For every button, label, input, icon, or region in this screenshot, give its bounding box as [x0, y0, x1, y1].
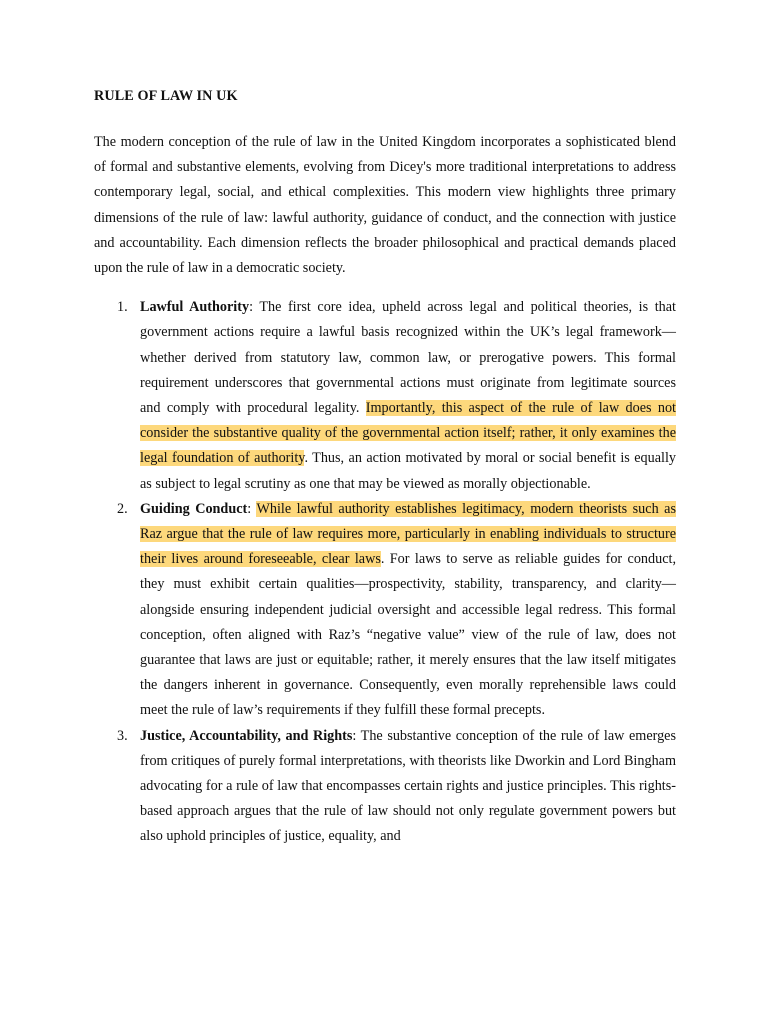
list-item-heading: Lawful Authority: [140, 299, 250, 316]
list-item-number: 2.: [117, 500, 128, 517]
list-item-justice-accountability: [94, 724, 676, 850]
list-item-number: 3.: [117, 727, 128, 744]
list-item-text: : The substantive conception of the rule of law emerges from critiques of purely formal interpretations, with theorists like Dworkin and Lord Bingham advocating for a rule of law that encompasses certain rights and justice principles. This rights-based approach argues that the rule of law should not only regulate government powers but also uphold principles of justice, equality, and: [140, 727, 676, 845]
dimensions-list: [94, 295, 676, 849]
list-item-guiding-conduct: [94, 497, 676, 724]
list-item-heading: Justice, Accountability, and Rights: [140, 727, 353, 744]
list-item-number: 1.: [117, 299, 128, 316]
document-page: [94, 86, 676, 850]
list-item-text: . For laws to serve as reliable guides for conduct, they must exhibit certain qualities—prospectivity, stability, transparency, and clarity—alongside ensuring independent judicial oversight and accessible legal redress. This formal conception, often aligned with Raz’s “negative value” view of the rule of law, does not guarantee that laws are just or equitable; rather, it merely ensures that the law itself mitigates the dangers inherent in governance. Consequently, even morally reprehensible laws could meet the rule of law’s requirements if they fulfill these formal precepts.: [140, 551, 676, 719]
document-title: RULE OF LAW IN UK: [94, 88, 238, 104]
list-item-lawful-authority: [94, 295, 676, 497]
list-item-text: : The first core idea, upheld across legal and political theories, is that government actions require a lawful basis recognized within the UK’s legal framework—whether derived from statutory law, common law, or prerogative powers. This formal requirement underscores that governmental actions must originate from legitimate sources and comply with procedural legality.: [140, 299, 676, 417]
list-item-heading: Guiding Conduct: [140, 500, 248, 517]
list-item-text: . Thus, an action motivated by moral or social benefit is equally as subject to legal scrutiny as one that may be viewed as morally objectionable.: [140, 450, 676, 492]
highlighted-text: Importantly, this aspect of the rule of law does not consider the substantive quality of the governmental action itself; rather, it only examines the legal foundation of authority: [140, 400, 677, 467]
highlighted-text: While lawful authority establishes legitimacy, modern theorists such as Raz argue that the rule of law requires more, particularly in enabling individuals to structure their lives around foreseeable, clear laws: [140, 500, 677, 568]
intro-paragraph: The modern conception of the rule of law in the United Kingdom incorporates a sophisticated blend of formal and substantive elements, evolving from Dicey's more traditional interpretations to address contemporary legal, social, and ethical complexities. This modern view highlights three primary dimensions of the rule of law: lawful authority, guidance of conduct, and the connection with justice and accountability. Each dimension reflects the broader philosophical and practical demands placed upon the rule of law in a democratic society.: [94, 134, 676, 277]
list-item-text: :: [247, 500, 257, 517]
